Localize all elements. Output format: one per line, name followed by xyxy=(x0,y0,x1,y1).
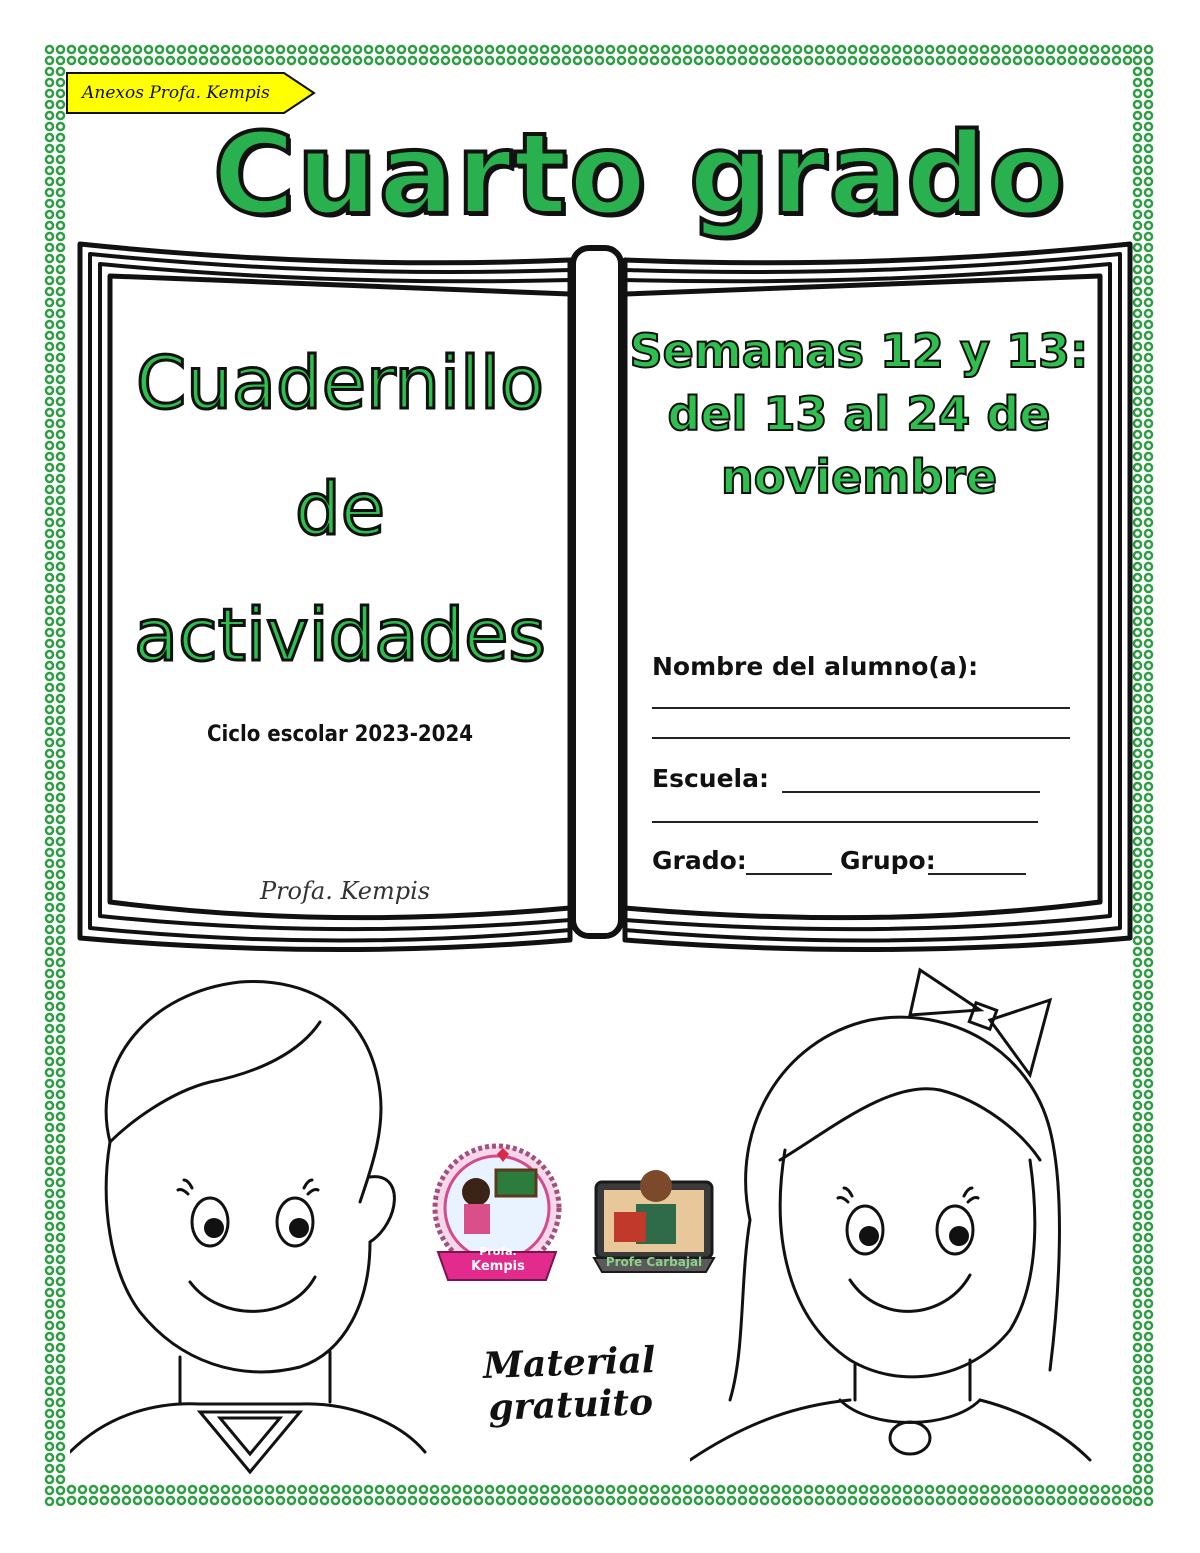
decorative-border-bottom xyxy=(44,1484,1154,1506)
boy-illustration xyxy=(70,972,430,1482)
free-material-label: Material gratuito xyxy=(482,1339,657,1429)
booklet-title-line-3: actividades xyxy=(134,593,546,677)
group-line[interactable] xyxy=(928,873,1026,875)
school-label: Escuela: xyxy=(652,764,769,793)
weeks-line-1: Semanas 12 y 13: xyxy=(629,324,1089,378)
school-line-2[interactable] xyxy=(652,821,1038,823)
kempis-logo-line-2: Kempis xyxy=(471,1259,525,1274)
student-name-line-2[interactable] xyxy=(652,737,1070,739)
school-cycle: Ciclo escolar 2023-2024 xyxy=(206,722,473,747)
weeks-heading xyxy=(624,320,1094,509)
student-name-label: Nombre del alumno(a): xyxy=(652,652,979,681)
grade-line[interactable] xyxy=(746,873,832,875)
carbajal-logo-label: Profe Carbajal xyxy=(605,1255,703,1269)
booklet-title xyxy=(110,320,570,698)
school-line-1[interactable] xyxy=(782,791,1040,793)
booklet-title-line-1: Cuadernillo xyxy=(135,341,545,425)
kempis-logo-line-1: Profa. xyxy=(479,1245,517,1258)
weeks-line-3: noviembre xyxy=(720,450,998,504)
girl-illustration xyxy=(690,960,1100,1480)
weeks-line-2: del 13 al 24 de xyxy=(667,387,1051,441)
booklet-title-line-2: de xyxy=(295,467,385,551)
decorative-border-left xyxy=(44,44,66,1506)
grade-title: Cuarto grado xyxy=(212,110,1068,240)
tag-label: Anexos Profa. Kempis xyxy=(82,83,270,103)
student-name-line-1[interactable] xyxy=(652,707,1070,709)
decorative-border-top xyxy=(44,44,1154,66)
author-signature: Profa. Kempis xyxy=(259,877,431,905)
group-label: Grupo: xyxy=(840,846,936,875)
grade-label: Grado: xyxy=(652,846,747,875)
